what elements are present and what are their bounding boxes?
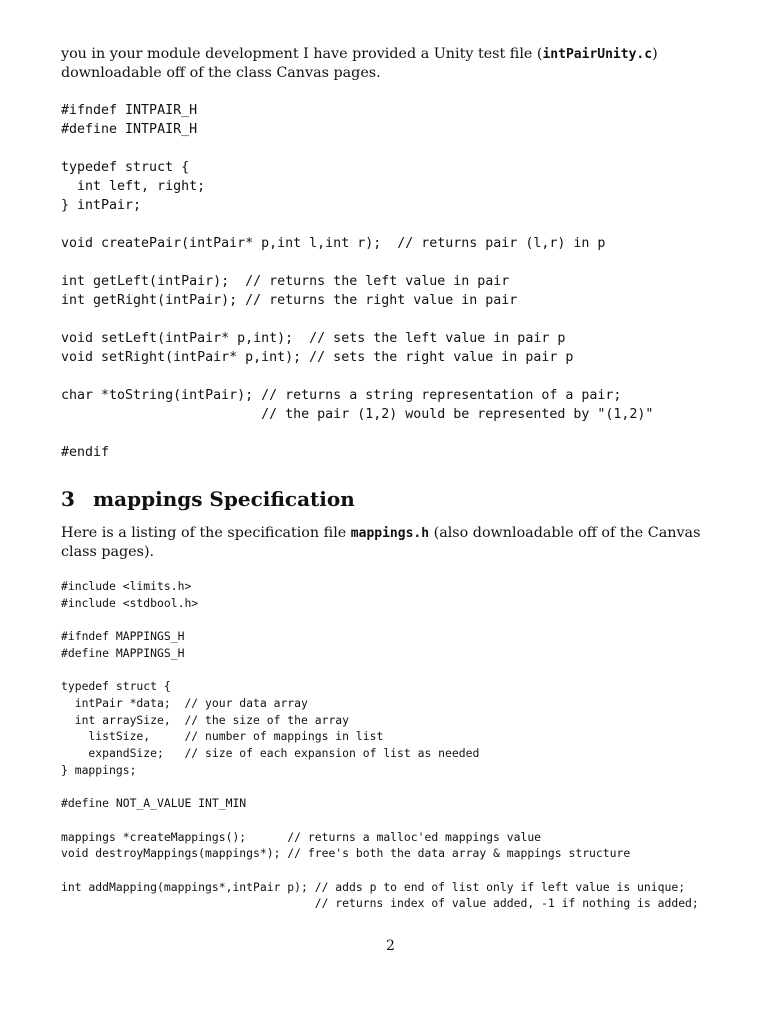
code-line: void setRight(intPair* p,int); // sets the right value in pair p — [61, 350, 574, 365]
code-line: listSize, // number of mappings in list — [61, 729, 384, 744]
spec-text-after: (also downloadable off of the Canvas class pages). — [61, 525, 701, 560]
page-number: 2 — [386, 938, 395, 954]
code-line: int addMapping(mappings*,intPair p); // adds p to end of list only if left value is unique; — [61, 879, 686, 894]
code-line: typedef struct { — [61, 160, 190, 175]
code-line: #define NOT_A_VALUE INT_MIN — [61, 796, 247, 811]
code-line: int left, right; — [61, 179, 206, 194]
code-line: typedef struct { — [61, 679, 171, 694]
spec-filename: mappings.h — [350, 526, 430, 541]
code-line: void setLeft(intPair* p,int); // sets the left value in pair p — [61, 331, 566, 346]
code-line: intPair *data; // your data array — [61, 695, 308, 710]
code-line: mappings *createMappings(); // returns a malloc'ed mappings value — [61, 829, 542, 844]
section-heading — [61, 486, 355, 512]
intpair-header-code — [61, 101, 653, 462]
code-line: #include <stdbool.h> — [61, 595, 199, 610]
code-line: int getLeft(intPair); // returns the left value in pair — [61, 274, 510, 289]
code-line: #endif — [61, 445, 110, 460]
intro-filename: intPairUnity.c — [542, 47, 653, 62]
code-line: } intPair; — [61, 198, 142, 213]
code-line: } mappings; — [61, 762, 137, 777]
section-number: 3 — [61, 487, 75, 511]
code-line: #ifndef INTPAIR_H — [61, 103, 198, 118]
intro-text-before: you in your module development I have provided a Unity test file ( — [61, 46, 543, 62]
spec-paragraph — [61, 524, 721, 562]
code-line: // returns index of value added, -1 if nothing is added; — [61, 896, 699, 911]
mappings-header-code — [61, 578, 699, 912]
code-line: int getRight(intPair); // returns the right value in pair — [61, 293, 518, 308]
spec-text-before: Here is a listing of the specification file — [61, 525, 351, 541]
code-line: #define INTPAIR_H — [61, 122, 198, 137]
code-line: void createPair(intPair* p,int l,int r); // returns pair (l,r) in p — [61, 236, 606, 251]
section-title: mappings Specification — [93, 487, 355, 511]
code-line: #ifndef MAPPINGS_H — [61, 629, 185, 644]
code-line: #define MAPPINGS_H — [61, 645, 185, 660]
intro-paragraph — [61, 45, 721, 83]
intro-text-after: ) downloadable off of the class Canvas pages. — [61, 46, 658, 81]
code-line: char *toString(intPair); // returns a string representation of a pair; — [61, 388, 622, 403]
code-line: // the pair (1,2) would be represented by "(1,2)" — [61, 407, 654, 422]
code-line: #include <limits.h> — [61, 579, 192, 593]
code-line: int arraySize, // the size of the array — [61, 712, 350, 727]
code-line: expandSize; // size of each expansion of list as needed — [61, 746, 480, 761]
code-line: void destroyMappings(mappings*); // free's both the data array & mappings structure — [61, 846, 631, 861]
